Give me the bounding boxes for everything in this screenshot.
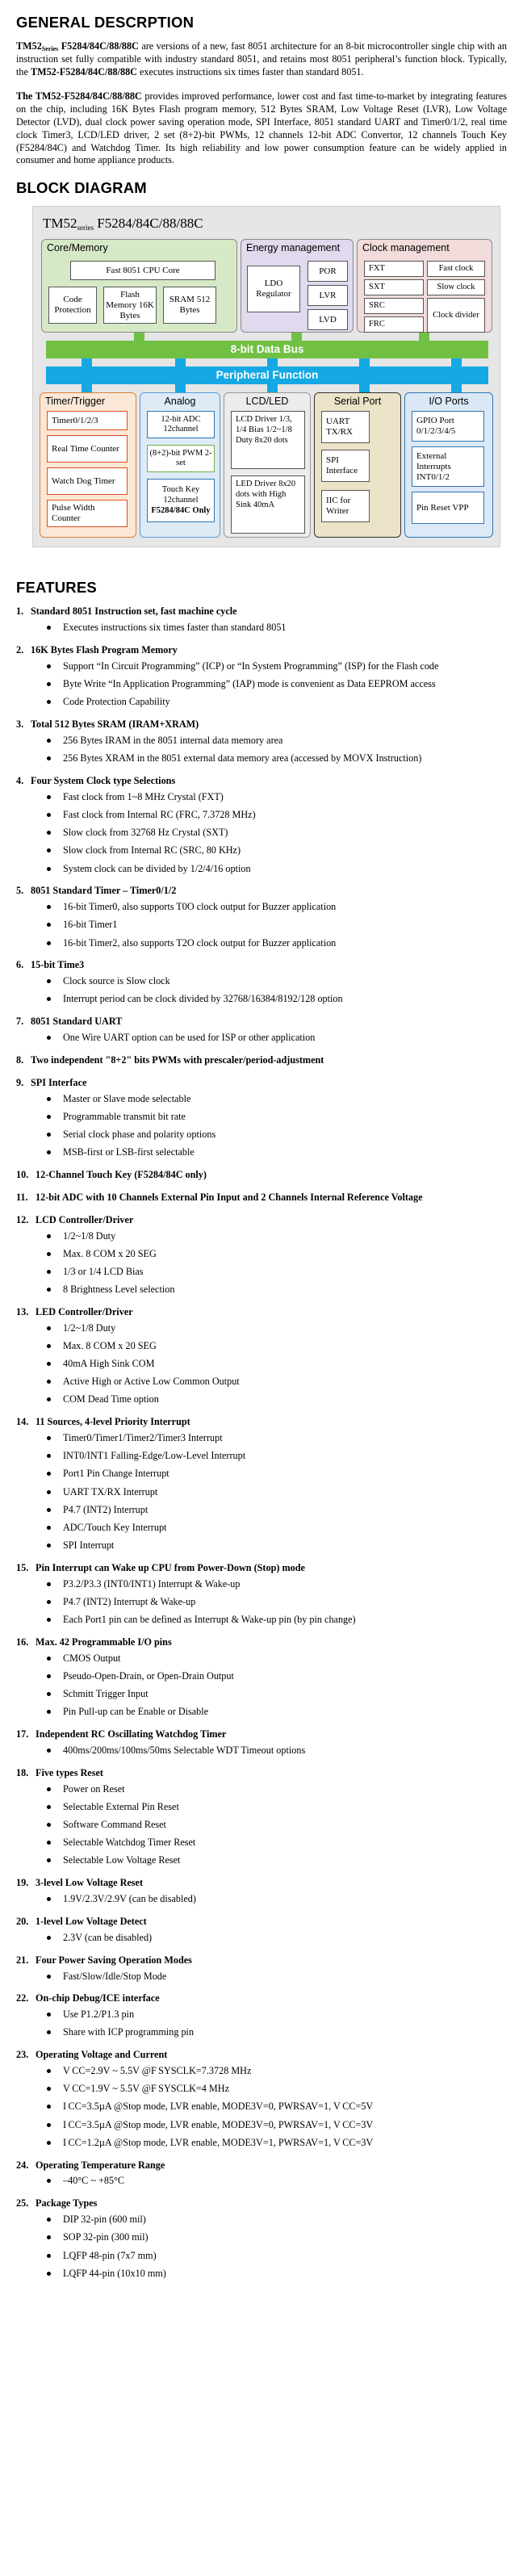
feature-bullet: 2.3V (can be disabled) [47,1932,507,1945]
feature-title: Five types Reset [36,1766,103,1778]
clock-management-group [357,239,492,333]
feature-heading [16,2197,507,2210]
clock-bus-link [419,333,429,341]
adc-box: 12-bit ADC 12channel [147,411,215,438]
feature-heading [16,1054,507,1067]
feature-number: 1. [16,605,24,618]
feature-bullet: V CC=1.9V ~ 5.5V @F SYSCLK=4 MHz [47,2083,507,2096]
feature-item [16,605,507,635]
feature-bullet: SOP 32-pin (300 mil) [47,2231,507,2244]
bus-link-5 [451,358,462,367]
feature-bullet: Selectable Watchdog Timer Reset [47,1837,507,1849]
touch-key-box [147,479,215,522]
feature-bullet: LQFP 48-pin (7x7 mm) [47,2250,507,2263]
timer0123-box: Timer0/1/2/3 [47,411,128,430]
feature-bullet: 8 Brightness Level selection [47,1284,507,1296]
feature-item [16,1916,507,1945]
feature-bullet: 1/2~1/8 Duty [47,1230,507,1243]
feature-item [16,775,507,875]
feature-bullets [47,1932,507,1945]
feature-number: 22. [16,1992,29,2004]
feature-title: Max. 42 Programmable I/O pins [36,1636,172,1648]
feature-item [16,1877,507,1906]
timer-bus-link [82,384,92,392]
feature-number: 24. [16,2159,29,2171]
feature-item [16,2197,507,2280]
feature-bullet: V CC=2.9V ~ 5.5V @F SYSCLK=7.3728 MHz [47,2065,507,2078]
flash-memory-box: Flash Memory 16K Bytes [103,287,157,324]
feature-heading [16,1562,507,1575]
feature-bullets [47,791,507,875]
feature-number: 3. [16,718,24,731]
feature-bullet: Each Port1 pin can be defined as Interrupt & Wake-up pin (by pin change) [47,1614,507,1627]
feature-bullet: UART TX/RX Interrupt [47,1486,507,1499]
feature-bullets [47,975,507,1006]
feature-item [16,1214,507,1296]
feature-bullet: Serial clock phase and polarity options [47,1129,507,1141]
bus-link-4 [359,358,370,367]
feature-bullet: Timer0/Timer1/Timer2/Timer3 Interrupt [47,1432,507,1445]
feature-bullet: Selectable Low Voltage Reset [47,1854,507,1867]
feature-item [16,1192,507,1204]
feature-bullet: 256 Bytes XRAM in the 8051 external data memory area (accessed by MOVX Instruction) [47,752,507,765]
feature-item [16,1016,507,1045]
feature-heading [16,775,507,788]
feature-bullet: P3.2/P3.3 (INT0/INT1) Interrupt & Wake-up [47,1578,507,1591]
feature-title: Four System Clock type Selections [31,775,176,787]
bus-link-2 [175,358,186,367]
data-bus: 8-bit Data Bus [46,341,488,358]
feature-title: 12-Channel Touch Key (F5284/84C only) [36,1169,207,1181]
io-bus-link [451,384,462,392]
feature-heading [16,1728,507,1741]
energy-bus-link [291,333,302,341]
paragraph-1-text: are versions of a new, fast 8051 architecture for an 8-bit microcontroller single chip with an instruction set fully compatible with industry standard 8051, and retains most 8051 peripheral’s function block. Typically, the [16,40,507,78]
feature-heading [16,1214,507,1227]
feature-bullet: Interrupt period can be clock divided by 32768/16384/8192/128 option [47,993,507,1006]
feature-title: On-chip Debug/ICE interface [36,1992,160,2004]
feature-number: 12. [16,1213,29,1225]
feature-bullets [47,901,507,949]
feature-bullet: 16-bit Timer2, also supports T2O clock output for Buzzer application [47,937,507,950]
feature-bullet: Executes instructions six times faster than standard 8051 [47,622,507,635]
feature-heading [16,1169,507,1182]
feature-bullet: I CC=3.5µA @Stop mode, LVR enable, MODE3V=0, PWRSAV=1, V CC=3V [47,2119,507,2132]
product-models: F5284/84C/88/88C [58,40,139,52]
feature-bullet: Power on Reset [47,1783,507,1796]
feature-item [16,2159,507,2189]
feature-heading [16,1306,507,1319]
touch-key-text: Touch Key 12channel [161,485,200,505]
feature-number: 15. [16,1561,29,1573]
features-list [16,605,507,2280]
feature-bullets [47,660,507,709]
feature-bullet: Fast clock from Internal RC (FRC, 7.3728 MHz) [47,809,507,822]
feature-bullet: Clock source is Slow clock [47,975,507,988]
feature-item [16,718,507,765]
feature-bullet: I CC=3.5µA @Stop mode, LVR enable, MODE3V=0, PWRSAV=1, V CC=5V [47,2101,507,2113]
feature-number: 9. [16,1076,24,1088]
feature-title: 11 Sources, 4-level Priority Interrupt [36,1416,190,1428]
feature-heading [16,1077,507,1090]
feature-heading [16,885,507,898]
feature-bullet: 1/3 or 1/4 LCD Bias [47,1266,507,1279]
feature-item [16,1562,507,1627]
lcd-driver-box: LCD Driver 1/3, 1/4 Bias 1/2~1/8 Duty 8x20 dots [231,411,305,469]
feature-bullet: Software Command Reset [47,1819,507,1832]
feature-item [16,1054,507,1067]
feature-title: LED Controller/Driver [36,1305,133,1317]
analog-group [140,392,220,538]
touch-key-note: F5284/84C Only [151,505,211,515]
lcd-led-label: LCD/LED [245,396,289,408]
feature-bullet: Max. 8 COM x 20 SEG [47,1340,507,1353]
feature-bullet: One Wire UART option can be used for ISP or other application [47,1032,507,1045]
feature-item [16,885,507,949]
feature-item [16,2049,507,2149]
feature-item [16,644,507,709]
feature-bullet: Master or Slave mode selectable [47,1093,507,1106]
feature-title: 16K Bytes Flash Program Memory [31,644,178,656]
lvd-box: LVD [308,309,348,330]
src-box: SRC [364,298,424,314]
slow-clock-box: Slow clock [427,279,485,295]
serial-port-group [314,392,401,538]
gpio-box: GPIO Port 0/1/2/3/4/5 [412,411,484,442]
code-protection-box: Code Protection [48,287,97,324]
serial-port-label: Serial Port [333,396,382,408]
feature-title: Standard 8051 Instruction set, fast machine cycle [31,605,237,618]
block-diagram-title [43,215,203,233]
analog-label: Analog [164,396,196,408]
real-time-counter-box: Real Time Counter [47,435,128,463]
feature-item [16,1077,507,1159]
feature-number: 14. [16,1416,29,1428]
feature-bullet: 16-bit Timer1 [47,919,507,932]
feature-bullet: ADC/Touch Key Interrupt [47,1522,507,1535]
feature-number: 16. [16,1636,29,1648]
feature-title: 8051 Standard UART [31,1016,123,1028]
feature-heading [16,1416,507,1429]
feature-number: 2. [16,644,24,656]
feature-bullet: 1/2~1/8 Duty [47,1322,507,1335]
core-memory-label: Core/Memory [47,242,108,254]
ldo-regulator-box: LDO Regulator [247,266,300,312]
feature-bullets [47,2214,507,2280]
pwm-box: (8+2)-bit PWM 2-set [147,445,215,472]
feature-bullets [47,1093,507,1159]
feature-title: Pin Interrupt can Wake up CPU from Power-Down (Stop) mode [36,1561,305,1573]
lvr-box: LVR [308,285,348,306]
feature-item [16,1992,507,2039]
feature-bullet: 256 Bytes IRAM in the 8051 internal data memory area [47,735,507,748]
feature-number: 5. [16,885,24,897]
feature-bullet: Port1 Pin Change Interrupt [47,1468,507,1481]
block-diagram [32,206,500,547]
feature-bullets [47,2008,507,2039]
feature-item [16,1954,507,1983]
paragraph-2-bold: The TM52-F5284/84C/88/88C [16,90,142,103]
feature-title: 3-level Low Voltage Reset [36,1877,144,1889]
feature-number: 7. [16,1016,24,1028]
feature-bullet: Share with ICP programming pin [47,2026,507,2039]
feature-number: 13. [16,1305,29,1317]
feature-bullet: COM Dead Time option [47,1393,507,1406]
bus-link-3 [267,358,278,367]
feature-title: 8051 Standard Timer – Timer0/1/2 [31,885,177,897]
feature-bullet: Selectable External Pin Reset [47,1801,507,1814]
feature-bullet: 16-bit Timer0, also supports T0O clock output for Buzzer application [47,901,507,914]
product-name-2: TM52-F5284/84C/88/88C [30,66,137,78]
diagram-title-models: F5284/84C/88/88C [94,216,203,232]
serial-bus-link [359,384,370,392]
feature-bullet: CMOS Output [47,1652,507,1665]
feature-heading [16,1016,507,1028]
feature-number: 4. [16,775,24,787]
timer-trigger-group [40,392,136,538]
analog-bus-link [175,384,186,392]
frc-box: FRC [364,316,424,333]
feature-title: LCD Controller/Driver [36,1213,134,1225]
block-diagram-heading: BLOCK DIAGRAM [16,179,147,197]
fxt-box: FXT [364,261,424,277]
feature-item [16,1169,507,1182]
feature-number: 20. [16,1915,29,1927]
feature-bullet: Code Protection Capability [47,696,507,709]
feature-heading [16,1877,507,1890]
feature-bullets [47,622,507,635]
product-series: Series [41,45,59,53]
feature-bullets [47,1893,507,1906]
sxt-box: SXT [364,279,424,295]
external-interrupts-box: External Interrupts INT0/1/2 [412,446,484,487]
diagram-title-prefix: TM52 [43,216,77,232]
feature-heading [16,1992,507,2005]
feature-title: Four Power Saving Operation Modes [36,1954,192,1966]
feature-bullet: 1.9V/2.3V/2.9V (can be disabled) [47,1893,507,1906]
watchdog-timer-box: Watch Dog Timer [47,467,128,495]
feature-title: Independent RC Oscillating Watchdog Timer [36,1728,227,1740]
feature-title: 12-bit ADC with 10 Channels External Pin Input and 2 Channels Internal Reference Voltage [36,1191,423,1203]
feature-bullet: DIP 32-pin (600 mil) [47,2214,507,2226]
feature-number: 25. [16,2197,29,2209]
feature-bullet: –40°C ~ +85°C [47,2175,507,2188]
feature-bullet: Fast/Slow/Idle/Stop Mode [47,1971,507,1983]
feature-number: 11. [16,1191,28,1203]
features-heading: FEATURES [16,579,97,597]
feature-number: 18. [16,1766,29,1778]
feature-title: Two independent "8+2" bits PWMs with prescaler/period-adjustment [31,1054,324,1066]
clock-divider-box: Clock divider [427,298,485,333]
feature-bullets [47,1230,507,1296]
iic-box: IIC for Writer [321,490,370,522]
lcd-bus-link [267,384,278,392]
fast-clock-box: Fast clock [427,261,485,277]
feature-heading [16,644,507,657]
feature-bullet: P4.7 (INT2) Interrupt [47,1504,507,1517]
feature-bullet: Slow clock from 32768 Hz Crystal (SXT) [47,827,507,840]
general-paragraph-2 [16,90,507,167]
feature-item [16,1767,507,1867]
feature-bullet: SPI Interrupt [47,1539,507,1552]
feature-number: 10. [16,1169,29,1181]
sram-box: SRAM 512 Bytes [163,287,216,324]
feature-item [16,959,507,1006]
diagram-title-series: series [77,224,94,232]
feature-bullet: Support “In Circuit Programming” (ICP) or “In System Programming” (ISP) for the Flash code [47,660,507,673]
feature-number: 8. [16,1054,24,1066]
feature-title: 15-bit Time3 [31,959,85,971]
feature-number: 21. [16,1954,29,1966]
feature-title: Total 512 Bytes SRAM (IRAM+XRAM) [31,718,199,731]
feature-bullet: Use P1.2/P1.3 pin [47,2008,507,2021]
feature-heading [16,2049,507,2062]
feature-bullet: INT0/INT1 Falling-Edge/Low-Level Interrupt [47,1450,507,1463]
feature-bullet: Max. 8 COM x 20 SEG [47,1248,507,1261]
feature-item [16,1728,507,1757]
feature-title: 1-level Low Voltage Detect [36,1915,147,1927]
core-memory-group [41,239,237,333]
clock-management-label: Clock management [362,242,450,254]
pulse-width-counter-box: Pulse Width Counter [47,500,128,527]
feature-bullet: System clock can be divided by 1/2/4/16 option [47,863,507,876]
feature-item [16,1306,507,1406]
feature-bullet: Schmitt Trigger Input [47,1688,507,1701]
feature-bullet: 40mA High Sink COM [47,1358,507,1371]
feature-bullet: P4.7 (INT2) Interrupt & Wake-up [47,1596,507,1609]
feature-bullets [47,2065,507,2149]
spi-box: SPI Interface [321,450,370,482]
general-description [16,13,507,167]
feature-title: SPI Interface [31,1076,87,1088]
features-section [16,578,507,2280]
feature-bullets [47,1578,507,1627]
energy-management-label: Energy management [246,242,341,254]
feature-heading [16,2159,507,2172]
feature-heading [16,1192,507,1204]
lcd-led-group [224,392,311,538]
feature-item [16,1636,507,1719]
feature-heading [16,605,507,618]
feature-heading [16,1954,507,1967]
feature-bullets [47,1432,507,1552]
uart-box: UART TX/RX [321,411,370,443]
feature-heading [16,718,507,731]
feature-bullet: Pin Pull-up can be Enable or Disable [47,1706,507,1719]
feature-heading [16,959,507,972]
general-description-heading: GENERAL DESCRPTION [16,14,195,31]
feature-bullet: Programmable transmit bit rate [47,1111,507,1124]
feature-bullets [47,1783,507,1867]
feature-number: 19. [16,1877,29,1889]
feature-bullet: Byte Write “In Application Programming” (IAP) mode is convenient as Data EEPROM access [47,678,507,691]
feature-bullet: MSB-first or LSB-first selectable [47,1146,507,1159]
feature-bullets [47,1652,507,1719]
feature-bullets [47,1745,507,1757]
feature-item [16,1416,507,1552]
feature-bullet: Pseudo-Open-Drain, or Open-Drain Output [47,1670,507,1683]
feature-bullet: LQFP 44-pin (10x10 mm) [47,2268,507,2281]
feature-bullets [47,1971,507,1983]
io-ports-group [404,392,493,538]
feature-title: Operating Voltage and Current [36,2049,168,2061]
paragraph-1-text-2: executes instructions six times faster than standard 8051. [136,66,364,78]
feature-bullet: Slow clock from Internal RC (SRC, 80 KHz) [47,844,507,857]
feature-heading [16,1916,507,1929]
feature-bullet: 400ms/200ms/100ms/50ms Selectable WDT Timeout options [47,1745,507,1757]
feature-heading [16,1636,507,1649]
block-diagram-section [16,178,507,547]
feature-number: 17. [16,1728,29,1740]
paragraph-2-text: provides improved performance, lower cost and fast time-to-market by integrating features on the chip, including 16K Bytes Flash program memory, 512 Bytes SRAM, Low Voltage Reset (LVR), Low Voltage Detector (LVD), dual clock power saving operation mode, SPI Interface, 8051 standard UART and Timer0/1/2, real time clock Timer3, LCD/LED driver, 2 set (8+2)-bit PWMs, 12 channels 12-bit ADC Convertor, 12 channels Touch Key (F5284/84C) and Watchdog Timer. Its high reliability and low power consumption feature can be widely applied in consumer and home appliance products. [16,90,507,166]
feature-title: Package Types [36,2197,98,2209]
core-bus-link [134,333,144,341]
feature-bullets [47,735,507,765]
feature-number: 6. [16,959,24,971]
feature-bullets [47,1322,507,1406]
general-paragraph-1 [16,40,507,79]
feature-bullets [47,2175,507,2188]
feature-bullet: I CC=1.2µA @Stop mode, LVR enable, MODE3V=1, PWRSAV=1, V CC=3V [47,2137,507,2150]
product-name [16,40,139,52]
pin-reset-box: Pin Reset VPP [412,492,484,524]
peripheral-function-bus: Peripheral Function [46,367,488,384]
cpu-core-box: Fast 8051 CPU Core [70,261,215,280]
feature-heading [16,1767,507,1780]
bus-link-1 [82,358,92,367]
product-prefix: TM52 [16,40,42,52]
led-driver-box: LED Driver 8x20 dots with High Sink 40mA [231,475,305,534]
timer-trigger-label: Timer/Trigger [45,396,106,408]
feature-bullet: Fast clock from 1~8 MHz Crystal (FXT) [47,791,507,804]
io-ports-label: I/O Ports [429,396,469,408]
energy-management-group [241,239,354,333]
feature-number: 23. [16,2049,29,2061]
por-box: POR [308,261,348,282]
feature-bullets [47,1032,507,1045]
feature-bullet: Active High or Active Low Common Output [47,1376,507,1389]
feature-title: Operating Temperature Range [36,2159,165,2171]
